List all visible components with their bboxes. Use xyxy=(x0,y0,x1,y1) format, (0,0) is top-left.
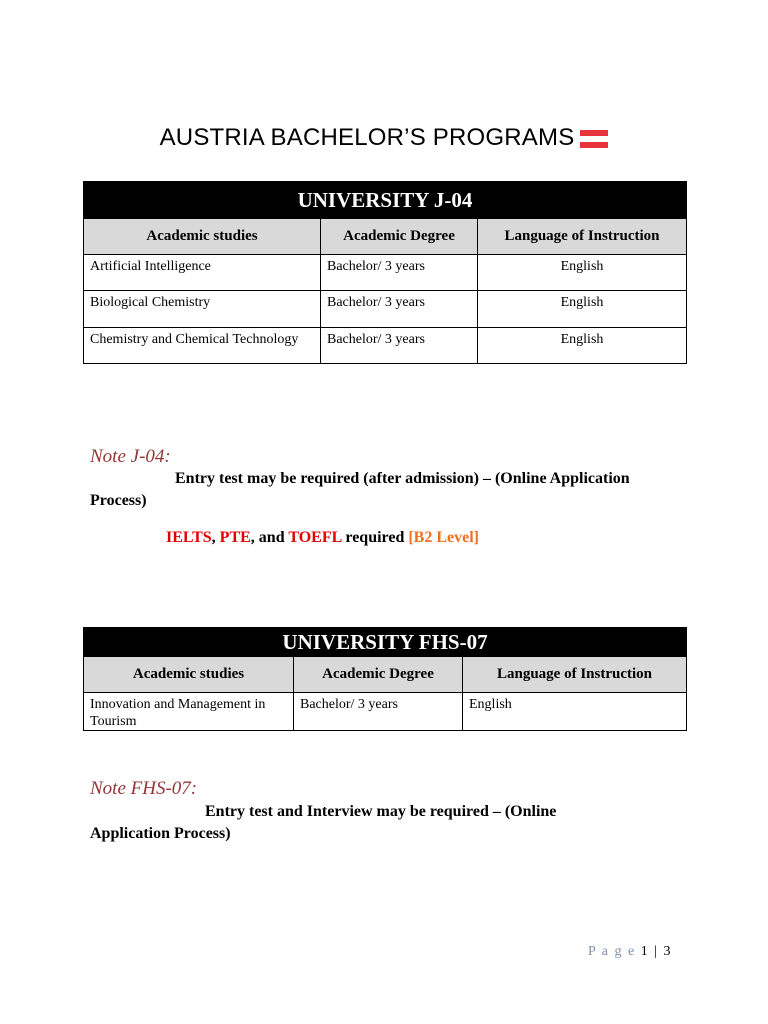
required-text: required xyxy=(345,529,405,546)
degree-cell: Bachelor/ 3 years xyxy=(321,328,478,364)
university-fhs07-heading: UNIVERSITY FHS-07 xyxy=(84,628,687,657)
note-j04-line1: Entry test may be required (after admission) – (Online Application xyxy=(175,470,630,487)
column-header-studies: Academic studies xyxy=(84,657,294,693)
table-row xyxy=(84,291,687,328)
page-footer xyxy=(588,944,672,960)
column-header-language: Language of Instruction xyxy=(463,657,687,693)
column-header-degree: Academic Degree xyxy=(294,657,463,693)
note-j04-title: Note J-04: xyxy=(90,446,171,467)
language-cell: English xyxy=(478,255,687,291)
page-number: 1 | 3 xyxy=(640,944,673,959)
page-title xyxy=(0,124,768,152)
university-fhs07-table xyxy=(83,627,687,731)
study-cell: Biological Chemistry xyxy=(84,291,321,328)
column-header-degree: Academic Degree xyxy=(321,219,478,255)
toefl-label: TOEFL xyxy=(288,529,342,546)
note-fhs07-line2: Application Process) xyxy=(90,825,231,842)
note-fhs07-line1: Entry test and Interview may be required – (Online xyxy=(205,803,557,820)
page-word: P a g e xyxy=(588,944,636,959)
degree-cell: Bachelor/ 3 years xyxy=(294,693,463,731)
language-cell: English xyxy=(478,291,687,328)
table-row xyxy=(84,693,687,731)
table-row xyxy=(84,255,687,291)
study-cell: Artificial Intelligence xyxy=(84,255,321,291)
austria-flag-icon xyxy=(580,130,608,148)
column-header-language: Language of Instruction xyxy=(478,219,687,255)
study-cell: Innovation and Management in Tourism xyxy=(84,693,294,731)
ielts-label: IELTS xyxy=(166,529,212,546)
study-cell: Chemistry and Chemical Technology xyxy=(84,328,321,364)
column-header-studies: Academic studies xyxy=(84,219,321,255)
note-fhs07-title: Note FHS-07: xyxy=(90,778,198,799)
note-j04-text xyxy=(90,468,690,512)
level-label: [B2 Level] xyxy=(408,529,479,546)
and-text: , and xyxy=(250,529,285,546)
page-title-text: AUSTRIA BACHELOR’S PROGRAMS xyxy=(159,124,575,151)
table-row xyxy=(84,328,687,364)
degree-cell: Bachelor/ 3 years xyxy=(321,291,478,328)
language-cell: English xyxy=(478,328,687,364)
language-requirements xyxy=(166,529,479,547)
note-j04-line2: Process) xyxy=(90,492,147,509)
university-j04-heading: UNIVERSITY J-04 xyxy=(84,182,687,219)
language-cell: English xyxy=(463,693,687,731)
note-fhs07-text xyxy=(90,801,690,845)
separator: , xyxy=(211,529,216,546)
pte-label: PTE xyxy=(219,529,251,546)
degree-cell: Bachelor/ 3 years xyxy=(321,255,478,291)
university-j04-table xyxy=(83,181,687,364)
